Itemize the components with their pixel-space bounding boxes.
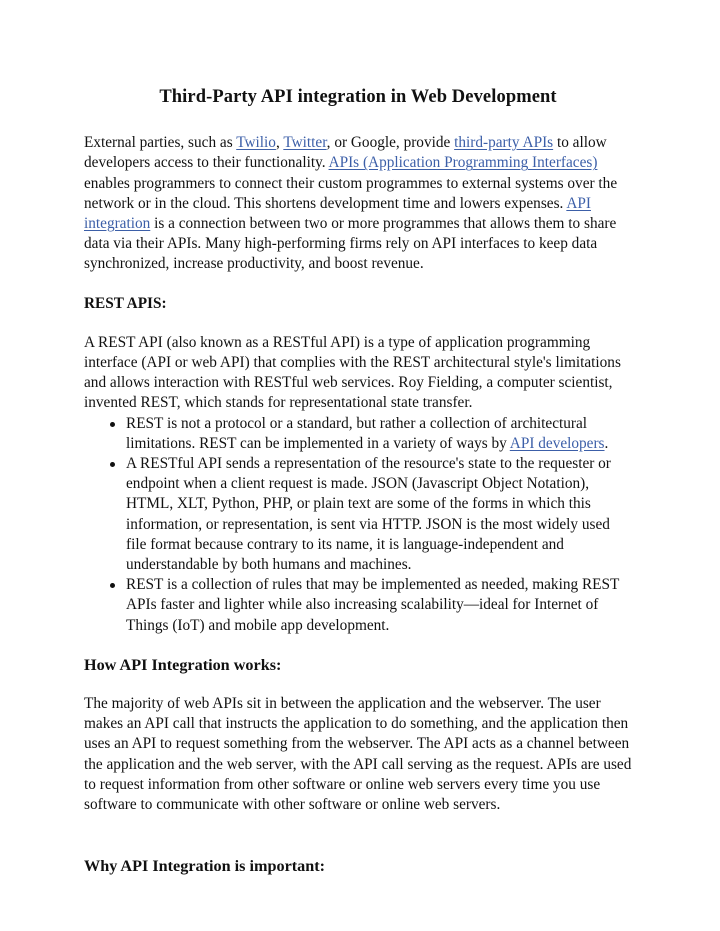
bullet-dot-icon	[110, 462, 115, 467]
list-item-text-tail: .	[604, 434, 609, 452]
intro-paragraph	[84, 133, 632, 274]
spacer	[84, 275, 632, 294]
intro-text-6: is a connection between two or more programmes that allows them to share data via their APIs. Many high-performing firms rely on API interfaces to keep data synchronized, increase productivity, and boost revenue.	[84, 215, 617, 273]
heading-how-api-integration-works: How API Integration works:	[84, 655, 282, 674]
heading-why-api-integration-is-important: Why API Integration is important:	[84, 857, 326, 876]
list-item-text: REST is not a protocol or a standard, but rather a collection of architectural limitations. REST can be implemented in a variety of ways by	[126, 414, 588, 452]
link-twitter[interactable]: Twitter	[283, 134, 327, 152]
intro-text-4: to allow developers access to their functionality.	[84, 134, 607, 172]
intro-text-5: enables programmers to connect their custom programmes to external systems over the network or in the cloud. This shortens development time and lowers expenses.	[84, 174, 618, 212]
link-third-party-apis[interactable]: third-party APIs	[454, 134, 554, 152]
link-api-developers[interactable]: API developers	[509, 434, 605, 452]
list-item	[84, 575, 632, 636]
list-item	[84, 414, 632, 454]
intro-text-3: , or Google, provide	[326, 134, 455, 152]
rest-apis-bullet-list	[84, 414, 632, 636]
link-apis-application-programming-interfaces[interactable]: APIs (Application Programming Interfaces)	[328, 154, 598, 172]
rest-apis-paragraph: A REST API (also known as a RESTful API) is a type of application programming interface (API or web API) that complies with the REST architectural style's limitations and allows interaction with RESTful web services. Roy Fielding, a computer scientist, invented REST, which stands for representational state transfer.	[84, 333, 621, 412]
intro-text-2: ,	[275, 134, 284, 152]
bullet-dot-icon	[110, 422, 115, 427]
list-item-text: REST is a collection of rules that may be implemented as needed, making REST APIs faster and lighter while also increasing scalability—ideal for Internet of Things (IoT) and mobile app development.	[126, 576, 620, 634]
spacer	[84, 636, 632, 655]
spacer	[84, 675, 632, 694]
list-item	[84, 454, 632, 575]
link-twilio[interactable]: Twilio	[236, 134, 276, 152]
spacer	[84, 815, 632, 856]
link-api-integration[interactable]: API integration	[84, 194, 591, 232]
page-title: Third-Party API integration in Web Development	[159, 87, 557, 107]
list-item-text: A RESTful API sends a representation of the resource's state to the requester or endpoint when a client request is made. JSON (Javascript Object Notation), HTML, XLT, Python, PHP, or plain text are some of the forms in which this information, or representation, is sent via HTTP. JSON is the most widely used file format because contrary to its name, it is language-independent and understandable by both humans and machines.	[126, 455, 611, 574]
spacer	[84, 108, 632, 133]
document-content	[84, 0, 632, 876]
spacer	[84, 314, 632, 333]
intro-text-1: External parties, such as	[84, 134, 237, 152]
heading-rest-apis: REST APIS:	[84, 294, 167, 312]
bullet-dot-icon	[110, 583, 115, 588]
how-api-integration-paragraph: The majority of web APIs sit in between the application and the webserver. The user makes an API call that instructs the application to do something, and the application then uses an API to request something from the webserver. The API acts as a channel between the application and the web server, with the API call serving as the request. APIs are used to request information from other software or online web servers every time you use software to communicate with other software or online web servers.	[84, 695, 632, 814]
